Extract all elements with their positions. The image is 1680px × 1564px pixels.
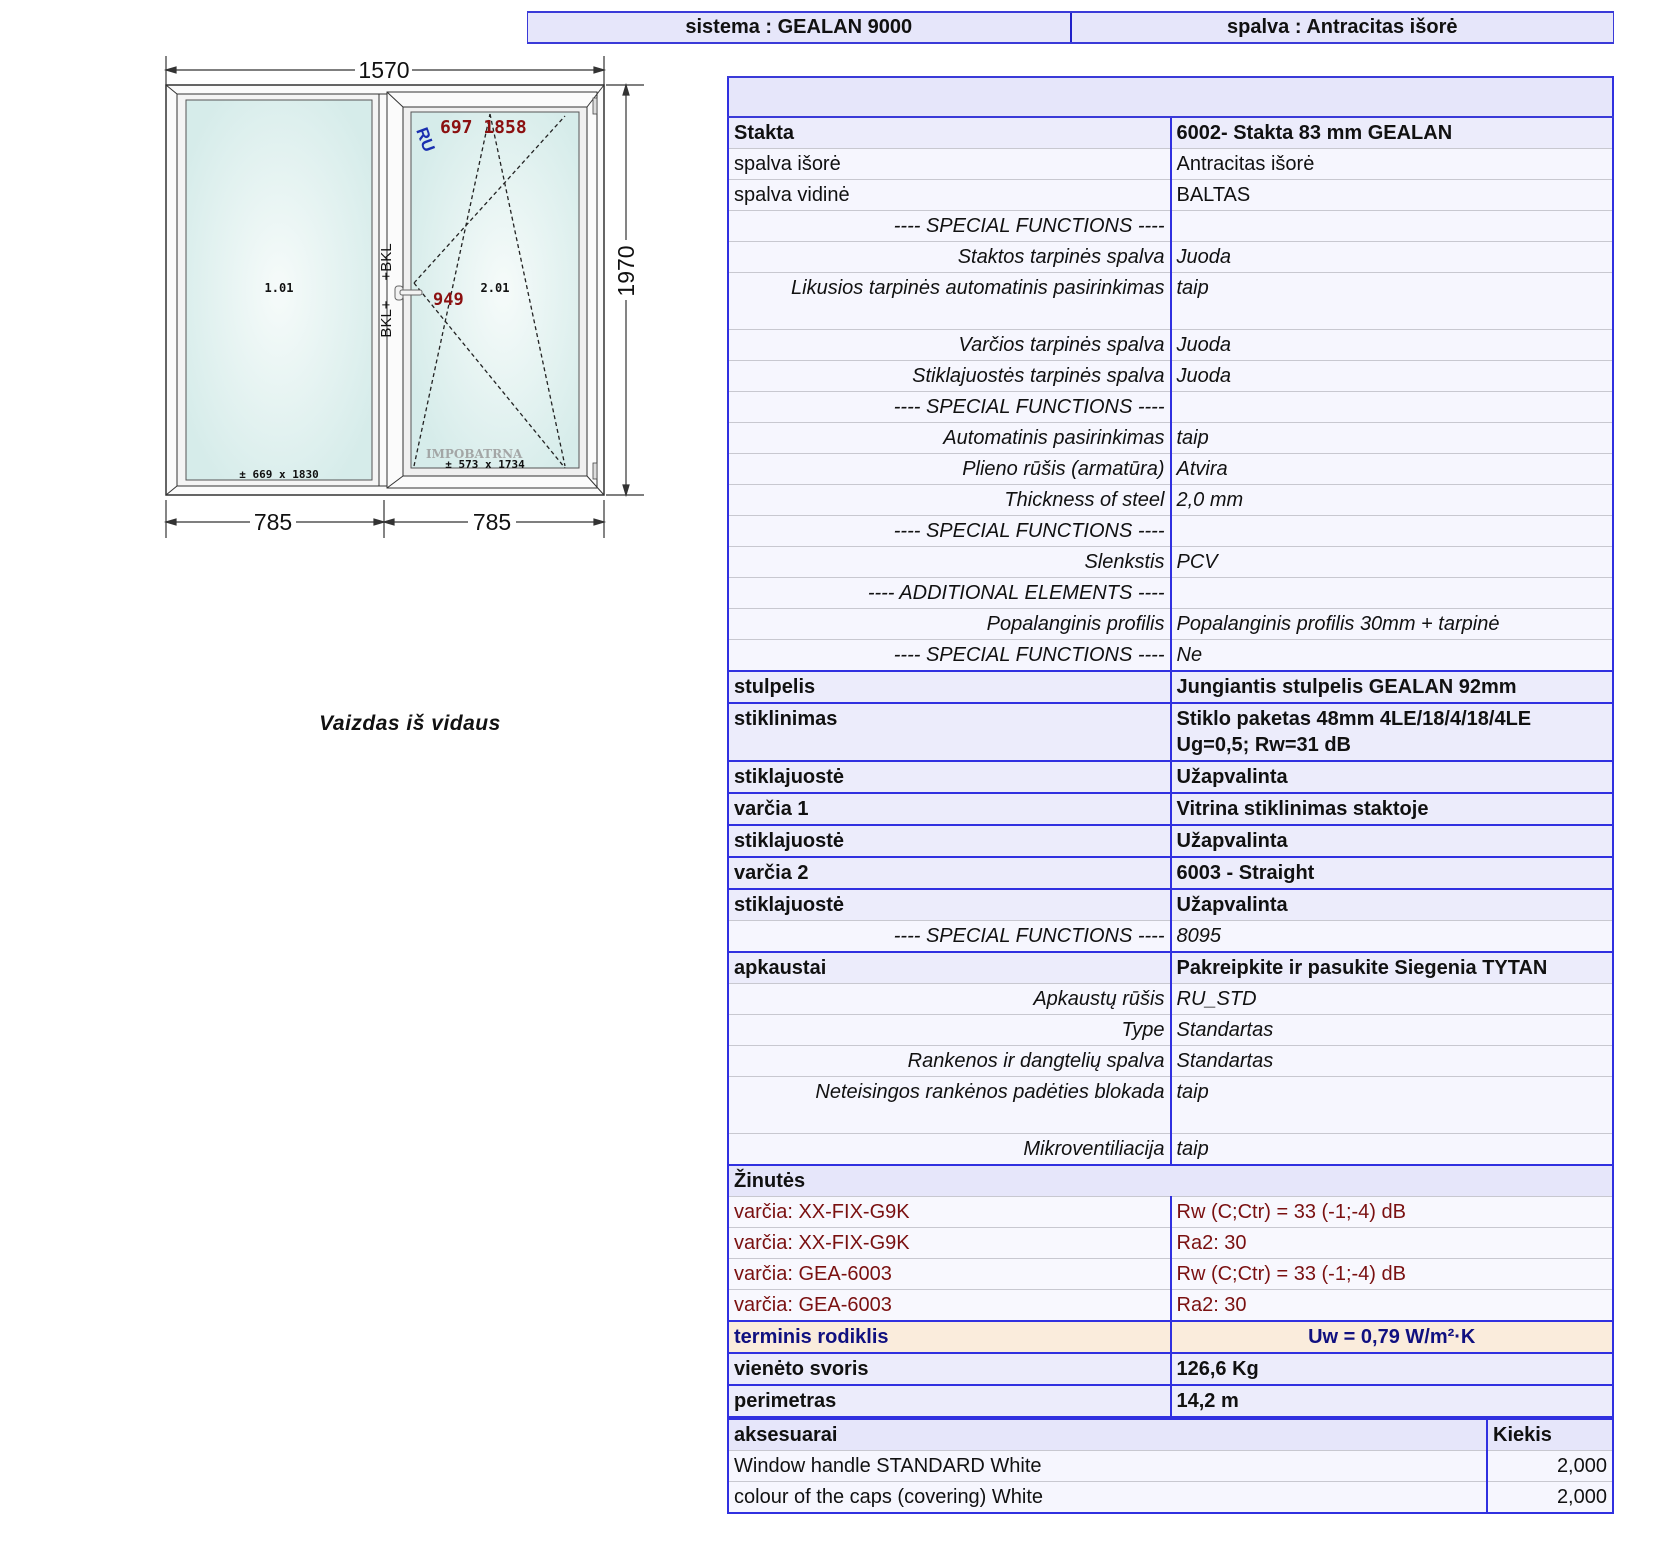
message-row: [728, 1197, 1613, 1228]
thermal-label: terminis rodiklis: [728, 1321, 1171, 1353]
spec-label: Rankenos ir dangtelių spalva: [728, 1046, 1171, 1077]
spec-row: [728, 793, 1613, 825]
message-text: Ra2: 30: [1171, 1228, 1614, 1259]
spec-row: [728, 857, 1613, 889]
spec-row: [728, 392, 1613, 423]
spec-row: [728, 825, 1613, 857]
spec-value: Pakreipkite ir pasukite Siegenia TYTAN: [1171, 952, 1614, 984]
right-pane-label: 2.01: [480, 281, 510, 295]
spec-label: Plieno rūšis (armatūra): [728, 454, 1171, 485]
spec-row: [728, 180, 1613, 211]
spec-row: [728, 149, 1613, 180]
spec-value: Jungiantis stulpelis GEALAN 92mm: [1171, 671, 1614, 703]
spec-label: Neteisingos rankėnos padėties blokada: [728, 1077, 1171, 1134]
handle-height: 949: [433, 290, 464, 310]
spec-row: [728, 547, 1613, 578]
accessory-quantity: 2,000: [1487, 1451, 1613, 1482]
quantity-header: Kiekis: [1487, 1419, 1613, 1451]
accessory-name: Window handle STANDARD White: [728, 1451, 1487, 1482]
summary-row: [728, 1353, 1613, 1385]
spec-row: [728, 117, 1613, 149]
left-sash-width: 785: [253, 509, 293, 535]
message-source: varčia: XX-FIX-G9K: [728, 1228, 1171, 1259]
spec-label: stiklajuostė: [728, 825, 1171, 857]
accessory-row: [728, 1451, 1613, 1482]
spec-row: [728, 361, 1613, 392]
spec-value: Ne: [1171, 640, 1614, 672]
spec-row: [728, 761, 1613, 793]
message-source: varčia: XX-FIX-G9K: [728, 1197, 1171, 1228]
left-glass-size: ± 669 x 1830: [239, 468, 319, 481]
spec-label: Slenkstis: [728, 547, 1171, 578]
spec-row: [728, 984, 1613, 1015]
spec-value: Juoda: [1171, 330, 1614, 361]
spec-value: PCV: [1171, 547, 1614, 578]
right-sash-width: 785: [472, 509, 512, 535]
spec-row: [728, 889, 1613, 921]
messages-header: [728, 1165, 1613, 1197]
summary-label: vienėto svoris: [728, 1353, 1171, 1385]
spec-row: [728, 211, 1613, 242]
spec-value: BALTAS: [1171, 180, 1614, 211]
spec-value: [1171, 211, 1614, 242]
spec-label: stiklajuostė: [728, 889, 1171, 921]
watermark: IMPOBATRNA: [426, 447, 523, 461]
spec-row: [728, 671, 1613, 703]
summary-label: perimetras: [728, 1385, 1171, 1417]
spec-label: Staktos tarpinės spalva: [728, 242, 1171, 273]
spec-label: Likusios tarpinės automatinis pasirinkimas: [728, 273, 1171, 330]
spec-row: [728, 578, 1613, 609]
summary-row: [728, 1385, 1613, 1417]
spec-row: [728, 485, 1613, 516]
spec-value: Vitrina stiklinimas staktoje: [1171, 793, 1614, 825]
summary-value: 14,2 m: [1171, 1385, 1614, 1417]
left-pane-label: 1.01: [264, 281, 294, 295]
spec-row: [728, 609, 1613, 640]
spec-value: Juoda: [1171, 242, 1614, 273]
spec-label: spalva vidinė: [728, 180, 1171, 211]
spec-value: Standartas: [1171, 1015, 1614, 1046]
accessory-name: colour of the caps (covering) White: [728, 1482, 1487, 1514]
spec-row: [728, 1015, 1613, 1046]
spec-label: varčia 1: [728, 793, 1171, 825]
spec-label: ---- SPECIAL FUNCTIONS ----: [728, 516, 1171, 547]
spec-label: Stakta: [728, 117, 1171, 149]
spec-label: ---- ADDITIONAL ELEMENTS ----: [728, 578, 1171, 609]
spec-value: Antracitas išorė: [1171, 149, 1614, 180]
total-height-label: 1970: [613, 245, 639, 297]
spec-label: Automatinis pasirinkimas: [728, 423, 1171, 454]
spec-value: taip: [1171, 423, 1614, 454]
spec-row: [728, 703, 1613, 761]
spec-value: 2,0 mm: [1171, 485, 1614, 516]
message-row: [728, 1259, 1613, 1290]
spec-row: [728, 242, 1613, 273]
system-color: spalva : Antracitas išorė: [1070, 13, 1614, 42]
spec-row: [728, 640, 1613, 672]
spec-row: [728, 516, 1613, 547]
spec-value: Popalanginis profilis 30mm + tarpinė: [1171, 609, 1614, 640]
opening-code: RU: [412, 124, 439, 155]
spec-row: [728, 1134, 1613, 1166]
mullion-label-bottom: BKL+: [378, 300, 395, 338]
spec-label: spalva išorė: [728, 149, 1171, 180]
message-text: Rw (C;Ctr) = 33 (-1;-4) dB: [1171, 1259, 1614, 1290]
dimension-bottom: [166, 500, 604, 538]
total-width-label: 1570: [358, 57, 410, 83]
spec-label: ---- SPECIAL FUNCTIONS ----: [728, 211, 1171, 242]
spec-row: [728, 454, 1613, 485]
spec-row: [728, 1077, 1613, 1134]
spec-row: [728, 273, 1613, 330]
spec-value: taip: [1171, 273, 1614, 330]
spec-value: 8095: [1171, 921, 1614, 953]
spec-label: apkaustai: [728, 952, 1171, 984]
accessories-title: aksesuarai: [728, 1419, 1487, 1451]
window-drawing: [150, 50, 670, 730]
mullion-label-top: +BKL: [378, 243, 395, 281]
spec-label: Apkaustų rūšis: [728, 984, 1171, 1015]
sash-dimensions: 697 1858: [440, 117, 527, 138]
spec-row: [728, 921, 1613, 953]
spec-table: [727, 76, 1614, 1418]
spec-value: Atvira: [1171, 454, 1614, 485]
spec-row: [728, 952, 1613, 984]
hinge-bottom-icon: [593, 463, 597, 479]
spec-row: [728, 1046, 1613, 1077]
spec-label: Mikroventiliacija: [728, 1134, 1171, 1166]
accessories-header: [728, 1419, 1613, 1451]
spec-value: taip: [1171, 1134, 1614, 1166]
accessories-table: [727, 1418, 1614, 1514]
spec-value: Juoda: [1171, 361, 1614, 392]
spec-value: [1171, 578, 1614, 609]
spec-value: 6003 - Straight: [1171, 857, 1614, 889]
message-text: Rw (C;Ctr) = 33 (-1;-4) dB: [1171, 1197, 1614, 1228]
right-glass-size: ± 573 x 1734: [445, 458, 525, 471]
hinge-top-icon: [593, 98, 597, 114]
summary-value: 126,6 Kg: [1171, 1353, 1614, 1385]
spec-value: [1171, 392, 1614, 423]
message-row: [728, 1290, 1613, 1322]
spec-label: Stiklajuostės tarpinės spalva: [728, 361, 1171, 392]
message-source: varčia: GEA-6003: [728, 1259, 1171, 1290]
spec-value: taip: [1171, 1077, 1614, 1134]
spec-value: 6002- Stakta 83 mm GEALAN: [1171, 117, 1614, 149]
spec-label: Type: [728, 1015, 1171, 1046]
view-caption: Vaizdas iš vidaus: [319, 712, 501, 735]
accessory-row: [728, 1482, 1613, 1514]
spec-table-header-band: [728, 77, 1613, 117]
spec-value: Stiklo paketas 48mm 4LE/18/4/18/4LE Ug=0,5; Rw=31 dB: [1171, 703, 1614, 761]
spec-value: Užapvalinta: [1171, 825, 1614, 857]
spec-label: Popalanginis profilis: [728, 609, 1171, 640]
message-row: [728, 1228, 1613, 1259]
spec-label: Varčios tarpinės spalva: [728, 330, 1171, 361]
spec-row: [728, 423, 1613, 454]
spec-value: RU_STD: [1171, 984, 1614, 1015]
message-text: Ra2: 30: [1171, 1290, 1614, 1322]
message-source: varčia: GEA-6003: [728, 1290, 1171, 1322]
thermal-row: [728, 1321, 1613, 1353]
spec-value: [1171, 516, 1614, 547]
spec-label: stulpelis: [728, 671, 1171, 703]
messages-title: Žinutės: [728, 1165, 1613, 1197]
spec-value: Standartas: [1171, 1046, 1614, 1077]
thermal-value: Uw = 0,79 W/m²·K: [1171, 1321, 1614, 1353]
spec-label: ---- SPECIAL FUNCTIONS ----: [728, 921, 1171, 953]
spec-label: stiklajuostė: [728, 761, 1171, 793]
spec-value: Užapvalinta: [1171, 889, 1614, 921]
spec-label: ---- SPECIAL FUNCTIONS ----: [728, 392, 1171, 423]
spec-value: Užapvalinta: [1171, 761, 1614, 793]
spec-row: [728, 330, 1613, 361]
spec-label: Thickness of steel: [728, 485, 1171, 516]
spec-label: ---- SPECIAL FUNCTIONS ----: [728, 640, 1171, 672]
spec-label: stiklinimas: [728, 703, 1171, 761]
system-header: [527, 11, 1614, 44]
accessory-quantity: 2,000: [1487, 1482, 1613, 1514]
system-name: sistema : GEALAN 9000: [685, 16, 913, 38]
spec-label: varčia 2: [728, 857, 1171, 889]
